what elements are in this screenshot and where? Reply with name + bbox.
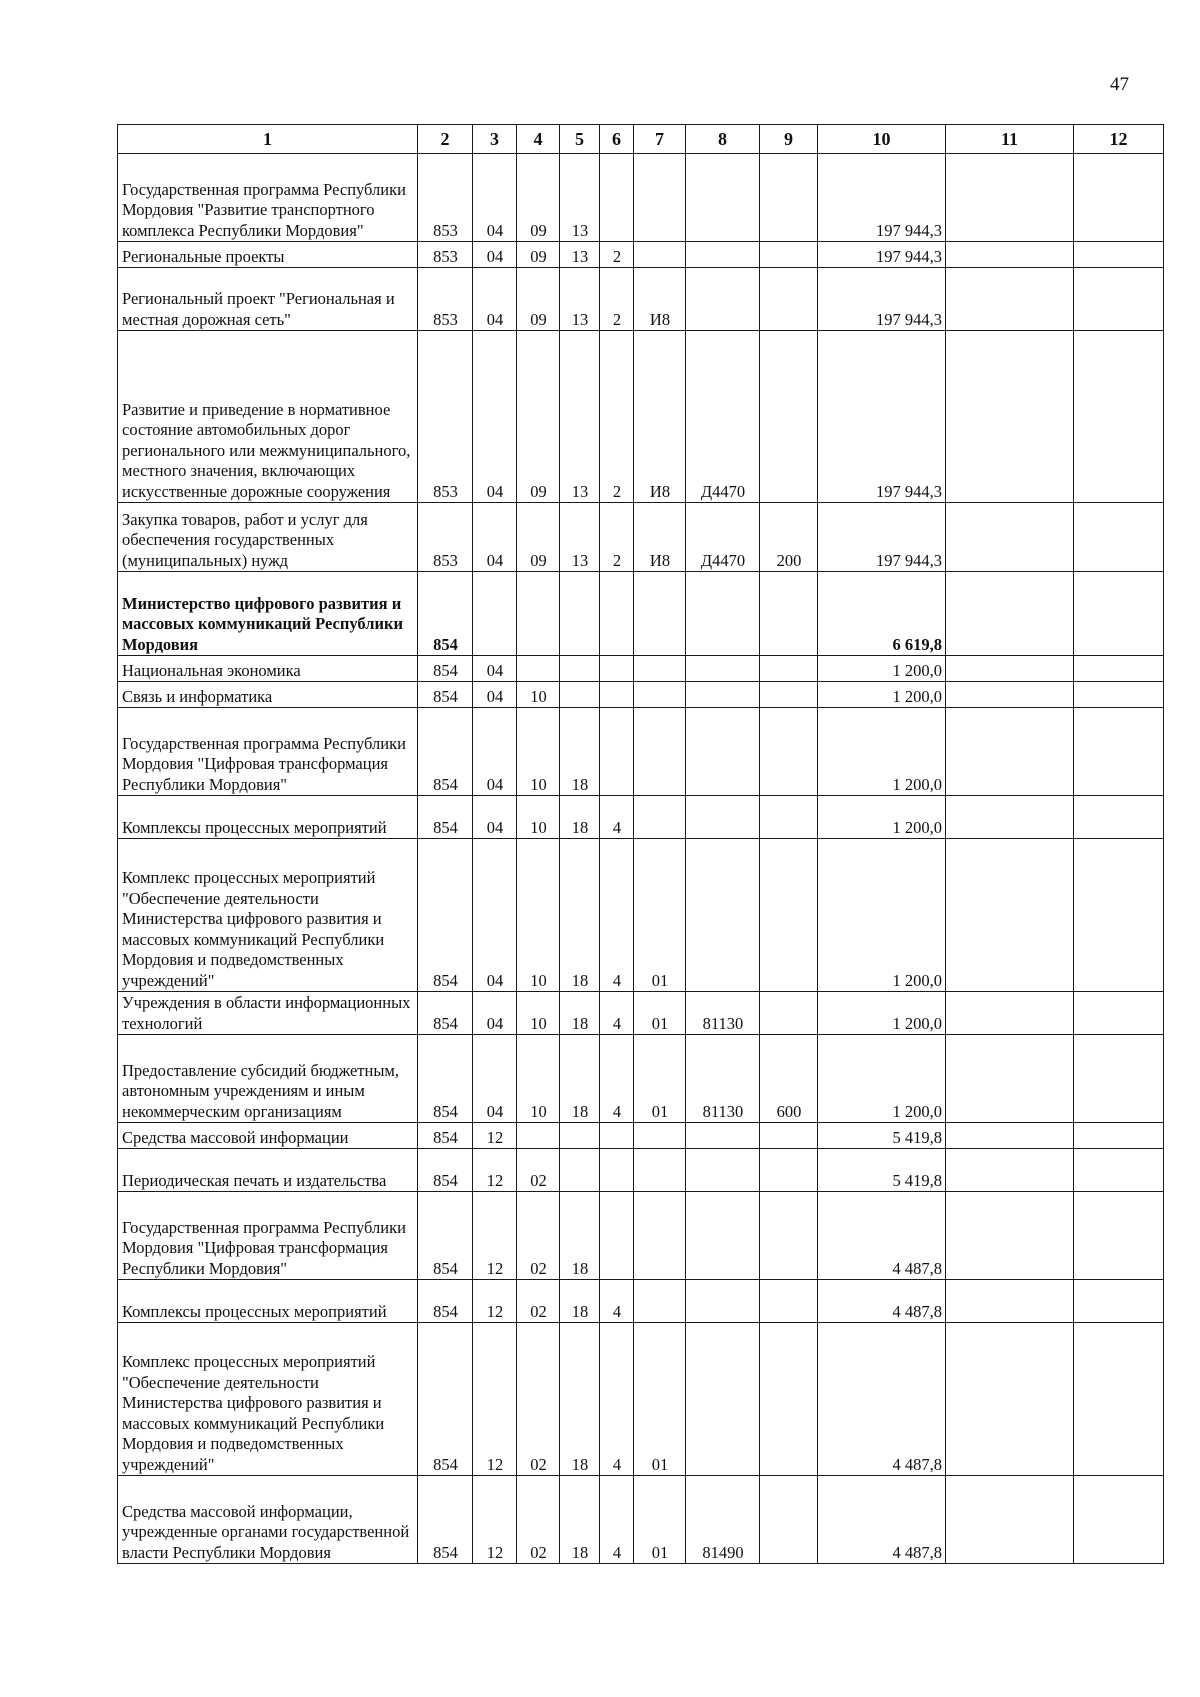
column-12-cell xyxy=(1074,154,1164,242)
code-9-cell xyxy=(760,331,818,503)
table-row xyxy=(118,1476,1164,1564)
code-4-cell: 10 xyxy=(517,1035,560,1123)
code-4-cell: 09 xyxy=(517,154,560,242)
code-9-cell xyxy=(760,1192,818,1280)
code-6-cell xyxy=(600,1123,634,1149)
amount-cell: 6 619,8 xyxy=(818,572,946,656)
code-9-cell xyxy=(760,572,818,656)
header-row xyxy=(118,125,1164,154)
column-12-cell xyxy=(1074,1323,1164,1476)
column-12-cell xyxy=(1074,1123,1164,1149)
code-2-cell: 854 xyxy=(418,682,473,708)
code-4-cell xyxy=(517,572,560,656)
amount-cell: 1 200,0 xyxy=(818,682,946,708)
code-7-cell xyxy=(634,1280,686,1323)
code-4-cell: 10 xyxy=(517,839,560,992)
code-7-cell: И8 xyxy=(634,331,686,503)
column-header: 5 xyxy=(560,125,600,154)
code-9-cell xyxy=(760,1476,818,1564)
code-6-cell xyxy=(600,154,634,242)
description-cell: Связь и информатика xyxy=(118,682,418,708)
code-3-cell: 12 xyxy=(473,1123,517,1149)
column-12-cell xyxy=(1074,1149,1164,1192)
code-8-cell xyxy=(686,839,760,992)
code-5-cell: 13 xyxy=(560,242,600,268)
code-5-cell: 18 xyxy=(560,1476,600,1564)
code-4-cell: 09 xyxy=(517,503,560,572)
description-cell: Комплексы процессных мероприятий xyxy=(118,796,418,839)
code-3-cell: 12 xyxy=(473,1323,517,1476)
table-row xyxy=(118,1123,1164,1149)
code-7-cell xyxy=(634,708,686,796)
code-6-cell xyxy=(600,682,634,708)
description-cell: Национальная экономика xyxy=(118,656,418,682)
code-8-cell xyxy=(686,796,760,839)
code-9-cell xyxy=(760,796,818,839)
table-row xyxy=(118,268,1164,331)
code-2-cell: 854 xyxy=(418,1035,473,1123)
code-3-cell: 04 xyxy=(473,992,517,1035)
column-11-cell xyxy=(946,1476,1074,1564)
code-4-cell: 10 xyxy=(517,992,560,1035)
code-8-cell xyxy=(686,1123,760,1149)
code-4-cell: 10 xyxy=(517,796,560,839)
column-12-cell xyxy=(1074,1476,1164,1564)
code-9-cell: 200 xyxy=(760,503,818,572)
code-7-cell: 01 xyxy=(634,1035,686,1123)
code-6-cell: 4 xyxy=(600,992,634,1035)
table-row xyxy=(118,1035,1164,1123)
code-2-cell: 853 xyxy=(418,242,473,268)
code-8-cell: 81130 xyxy=(686,1035,760,1123)
code-4-cell: 09 xyxy=(517,268,560,331)
code-5-cell xyxy=(560,682,600,708)
table-row xyxy=(118,708,1164,796)
code-6-cell: 4 xyxy=(600,839,634,992)
column-12-cell xyxy=(1074,656,1164,682)
column-11-cell xyxy=(946,572,1074,656)
code-3-cell: 04 xyxy=(473,682,517,708)
description-cell: Государственная программа Республики Мордовия "Развитие транспортного комплекса Республики Мордовия" xyxy=(118,154,418,242)
code-2-cell: 854 xyxy=(418,572,473,656)
column-12-cell xyxy=(1074,796,1164,839)
code-3-cell: 12 xyxy=(473,1192,517,1280)
column-12-cell xyxy=(1074,242,1164,268)
column-11-cell xyxy=(946,708,1074,796)
code-4-cell: 02 xyxy=(517,1323,560,1476)
column-11-cell xyxy=(946,992,1074,1035)
code-2-cell: 854 xyxy=(418,1280,473,1323)
code-8-cell xyxy=(686,656,760,682)
amount-cell: 5 419,8 xyxy=(818,1123,946,1149)
column-12-cell xyxy=(1074,682,1164,708)
code-5-cell: 18 xyxy=(560,992,600,1035)
table-row xyxy=(118,572,1164,656)
code-3-cell: 04 xyxy=(473,242,517,268)
code-3-cell: 04 xyxy=(473,839,517,992)
code-5-cell: 13 xyxy=(560,503,600,572)
code-9-cell: 600 xyxy=(760,1035,818,1123)
code-4-cell: 02 xyxy=(517,1149,560,1192)
code-6-cell: 2 xyxy=(600,503,634,572)
code-6-cell: 4 xyxy=(600,1280,634,1323)
table-row xyxy=(118,331,1164,503)
code-8-cell xyxy=(686,1192,760,1280)
code-5-cell: 18 xyxy=(560,1280,600,1323)
code-7-cell: 01 xyxy=(634,992,686,1035)
code-3-cell: 04 xyxy=(473,708,517,796)
table-row xyxy=(118,839,1164,992)
code-5-cell: 18 xyxy=(560,1323,600,1476)
column-header: 10 xyxy=(818,125,946,154)
code-2-cell: 853 xyxy=(418,503,473,572)
code-3-cell xyxy=(473,572,517,656)
amount-cell: 197 944,3 xyxy=(818,503,946,572)
code-2-cell: 853 xyxy=(418,331,473,503)
column-11-cell xyxy=(946,656,1074,682)
code-8-cell: Д4470 xyxy=(686,503,760,572)
column-header: 7 xyxy=(634,125,686,154)
amount-cell: 1 200,0 xyxy=(818,839,946,992)
code-8-cell xyxy=(686,572,760,656)
description-cell: Комплексы процессных мероприятий xyxy=(118,1280,418,1323)
description-cell: Учреждения в области информационных технологий xyxy=(118,992,418,1035)
amount-cell: 197 944,3 xyxy=(818,268,946,331)
description-cell: Развитие и приведение в нормативное состояние автомобильных дорог регионального или межмуниципального, местного значения, включающих искусственные дорожные сооружения xyxy=(118,331,418,503)
code-6-cell xyxy=(600,572,634,656)
code-6-cell: 4 xyxy=(600,1035,634,1123)
code-9-cell xyxy=(760,708,818,796)
code-4-cell: 02 xyxy=(517,1280,560,1323)
code-9-cell xyxy=(760,268,818,331)
column-12-cell xyxy=(1074,503,1164,572)
budget-table xyxy=(117,124,1164,1564)
code-9-cell xyxy=(760,656,818,682)
code-9-cell xyxy=(760,1149,818,1192)
code-5-cell: 13 xyxy=(560,331,600,503)
code-9-cell xyxy=(760,1123,818,1149)
column-11-cell xyxy=(946,268,1074,331)
code-4-cell: 09 xyxy=(517,242,560,268)
column-11-cell xyxy=(946,503,1074,572)
column-11-cell xyxy=(946,839,1074,992)
code-3-cell: 04 xyxy=(473,1035,517,1123)
code-8-cell xyxy=(686,708,760,796)
table-row xyxy=(118,1149,1164,1192)
column-12-cell xyxy=(1074,268,1164,331)
code-7-cell: И8 xyxy=(634,268,686,331)
description-cell: Министерство цифрового развития и массовых коммуникаций Республики Мордовия xyxy=(118,572,418,656)
column-12-cell xyxy=(1074,1192,1164,1280)
code-7-cell xyxy=(634,656,686,682)
code-3-cell: 04 xyxy=(473,268,517,331)
column-11-cell xyxy=(946,154,1074,242)
code-7-cell xyxy=(634,154,686,242)
table-row xyxy=(118,656,1164,682)
code-5-cell: 18 xyxy=(560,1192,600,1280)
code-7-cell: И8 xyxy=(634,503,686,572)
code-5-cell: 18 xyxy=(560,796,600,839)
table-row xyxy=(118,1323,1164,1476)
description-cell: Государственная программа Республики Мордовия "Цифровая трансформация Республики Мордовия" xyxy=(118,708,418,796)
code-2-cell: 854 xyxy=(418,708,473,796)
description-cell: Периодическая печать и издательства xyxy=(118,1149,418,1192)
column-11-cell xyxy=(946,1323,1074,1476)
code-7-cell xyxy=(634,242,686,268)
code-3-cell: 04 xyxy=(473,656,517,682)
column-12-cell xyxy=(1074,331,1164,503)
code-9-cell xyxy=(760,154,818,242)
column-12-cell xyxy=(1074,572,1164,656)
code-3-cell: 04 xyxy=(473,796,517,839)
code-7-cell xyxy=(634,1123,686,1149)
description-cell: Комплекс процессных мероприятий "Обеспечение деятельности Министерства цифрового развития и массовых коммуникаций Республики Мордовия и подведомственных учреждений" xyxy=(118,1323,418,1476)
code-8-cell xyxy=(686,268,760,331)
amount-cell: 197 944,3 xyxy=(818,242,946,268)
description-cell: Средства массовой информации, учрежденные органами государственной власти Республики Мордовия xyxy=(118,1476,418,1564)
amount-cell: 1 200,0 xyxy=(818,992,946,1035)
code-2-cell: 854 xyxy=(418,1476,473,1564)
code-4-cell: 10 xyxy=(517,682,560,708)
code-5-cell xyxy=(560,1149,600,1192)
table-row xyxy=(118,796,1164,839)
code-2-cell: 854 xyxy=(418,839,473,992)
column-header: 4 xyxy=(517,125,560,154)
code-2-cell: 853 xyxy=(418,268,473,331)
amount-cell: 5 419,8 xyxy=(818,1149,946,1192)
column-11-cell xyxy=(946,331,1074,503)
code-9-cell xyxy=(760,682,818,708)
table-row xyxy=(118,992,1164,1035)
code-5-cell: 13 xyxy=(560,268,600,331)
code-9-cell xyxy=(760,992,818,1035)
column-header: 12 xyxy=(1074,125,1164,154)
code-2-cell: 854 xyxy=(418,1149,473,1192)
column-12-cell xyxy=(1074,1035,1164,1123)
code-5-cell xyxy=(560,1123,600,1149)
amount-cell: 1 200,0 xyxy=(818,796,946,839)
code-9-cell xyxy=(760,242,818,268)
code-2-cell: 854 xyxy=(418,656,473,682)
column-header: 2 xyxy=(418,125,473,154)
code-6-cell: 4 xyxy=(600,1476,634,1564)
code-6-cell: 2 xyxy=(600,268,634,331)
code-9-cell xyxy=(760,839,818,992)
code-6-cell: 2 xyxy=(600,331,634,503)
column-11-cell xyxy=(946,242,1074,268)
code-6-cell xyxy=(600,1149,634,1192)
column-11-cell xyxy=(946,1123,1074,1149)
code-7-cell: 01 xyxy=(634,1323,686,1476)
code-3-cell: 04 xyxy=(473,331,517,503)
description-cell: Закупка товаров, работ и услуг для обеспечения государственных (муниципальных) нужд xyxy=(118,503,418,572)
code-8-cell: 81130 xyxy=(686,992,760,1035)
code-6-cell xyxy=(600,656,634,682)
code-4-cell: 10 xyxy=(517,708,560,796)
table-row xyxy=(118,1280,1164,1323)
code-2-cell: 854 xyxy=(418,992,473,1035)
amount-cell: 4 487,8 xyxy=(818,1192,946,1280)
column-12-cell xyxy=(1074,708,1164,796)
column-11-cell xyxy=(946,1035,1074,1123)
code-8-cell xyxy=(686,682,760,708)
code-2-cell: 854 xyxy=(418,1123,473,1149)
column-header: 9 xyxy=(760,125,818,154)
page-number: 47 xyxy=(1110,74,1129,95)
column-header: 3 xyxy=(473,125,517,154)
code-9-cell xyxy=(760,1280,818,1323)
amount-cell: 197 944,3 xyxy=(818,331,946,503)
code-8-cell: 81490 xyxy=(686,1476,760,1564)
code-2-cell: 853 xyxy=(418,154,473,242)
code-2-cell: 854 xyxy=(418,1323,473,1476)
code-5-cell xyxy=(560,572,600,656)
amount-cell: 4 487,8 xyxy=(818,1280,946,1323)
description-cell: Региональный проект "Региональная и местная дорожная сеть" xyxy=(118,268,418,331)
description-cell: Государственная программа Республики Мордовия "Цифровая трансформация Республики Мордовия" xyxy=(118,1192,418,1280)
column-header: 1 xyxy=(118,125,418,154)
code-5-cell xyxy=(560,656,600,682)
code-7-cell xyxy=(634,572,686,656)
column-11-cell xyxy=(946,1280,1074,1323)
table-row xyxy=(118,682,1164,708)
code-7-cell xyxy=(634,1192,686,1280)
table-body xyxy=(118,154,1164,1564)
column-header: 6 xyxy=(600,125,634,154)
code-8-cell xyxy=(686,1149,760,1192)
code-2-cell: 854 xyxy=(418,796,473,839)
amount-cell: 4 487,8 xyxy=(818,1323,946,1476)
column-11-cell xyxy=(946,1149,1074,1192)
column-12-cell xyxy=(1074,992,1164,1035)
code-7-cell: 01 xyxy=(634,1476,686,1564)
description-cell: Предоставление субсидий бюджетным, автономным учреждениям и иным некоммерческим организациям xyxy=(118,1035,418,1123)
amount-cell: 1 200,0 xyxy=(818,708,946,796)
code-7-cell xyxy=(634,682,686,708)
code-8-cell xyxy=(686,1280,760,1323)
code-4-cell: 02 xyxy=(517,1476,560,1564)
table-row xyxy=(118,503,1164,572)
code-3-cell: 12 xyxy=(473,1476,517,1564)
column-12-cell xyxy=(1074,839,1164,992)
description-cell: Комплекс процессных мероприятий "Обеспечение деятельности Министерства цифрового развития и массовых коммуникаций Республики Мордовия и подведомственных учреждений" xyxy=(118,839,418,992)
code-8-cell: Д4470 xyxy=(686,331,760,503)
column-header: 11 xyxy=(946,125,1074,154)
code-6-cell xyxy=(600,1192,634,1280)
code-5-cell: 18 xyxy=(560,839,600,992)
code-3-cell: 04 xyxy=(473,503,517,572)
code-7-cell xyxy=(634,796,686,839)
code-7-cell xyxy=(634,1149,686,1192)
code-3-cell: 12 xyxy=(473,1149,517,1192)
code-4-cell: 02 xyxy=(517,1192,560,1280)
amount-cell: 1 200,0 xyxy=(818,656,946,682)
code-8-cell xyxy=(686,242,760,268)
amount-cell: 4 487,8 xyxy=(818,1476,946,1564)
column-11-cell xyxy=(946,1192,1074,1280)
code-6-cell: 4 xyxy=(600,796,634,839)
table-row xyxy=(118,154,1164,242)
column-header: 8 xyxy=(686,125,760,154)
table-row xyxy=(118,242,1164,268)
amount-cell: 1 200,0 xyxy=(818,1035,946,1123)
code-4-cell: 09 xyxy=(517,331,560,503)
code-7-cell: 01 xyxy=(634,839,686,992)
table-row xyxy=(118,1192,1164,1280)
code-4-cell xyxy=(517,1123,560,1149)
code-4-cell xyxy=(517,656,560,682)
code-8-cell xyxy=(686,154,760,242)
code-5-cell: 18 xyxy=(560,1035,600,1123)
code-9-cell xyxy=(760,1323,818,1476)
column-11-cell xyxy=(946,682,1074,708)
code-5-cell: 13 xyxy=(560,154,600,242)
column-12-cell xyxy=(1074,1280,1164,1323)
code-2-cell: 854 xyxy=(418,1192,473,1280)
code-3-cell: 12 xyxy=(473,1280,517,1323)
description-cell: Региональные проекты xyxy=(118,242,418,268)
code-6-cell: 2 xyxy=(600,242,634,268)
description-cell: Средства массовой информации xyxy=(118,1123,418,1149)
code-6-cell: 4 xyxy=(600,1323,634,1476)
code-6-cell xyxy=(600,708,634,796)
code-3-cell: 04 xyxy=(473,154,517,242)
code-8-cell xyxy=(686,1323,760,1476)
code-5-cell: 18 xyxy=(560,708,600,796)
column-11-cell xyxy=(946,796,1074,839)
amount-cell: 197 944,3 xyxy=(818,154,946,242)
